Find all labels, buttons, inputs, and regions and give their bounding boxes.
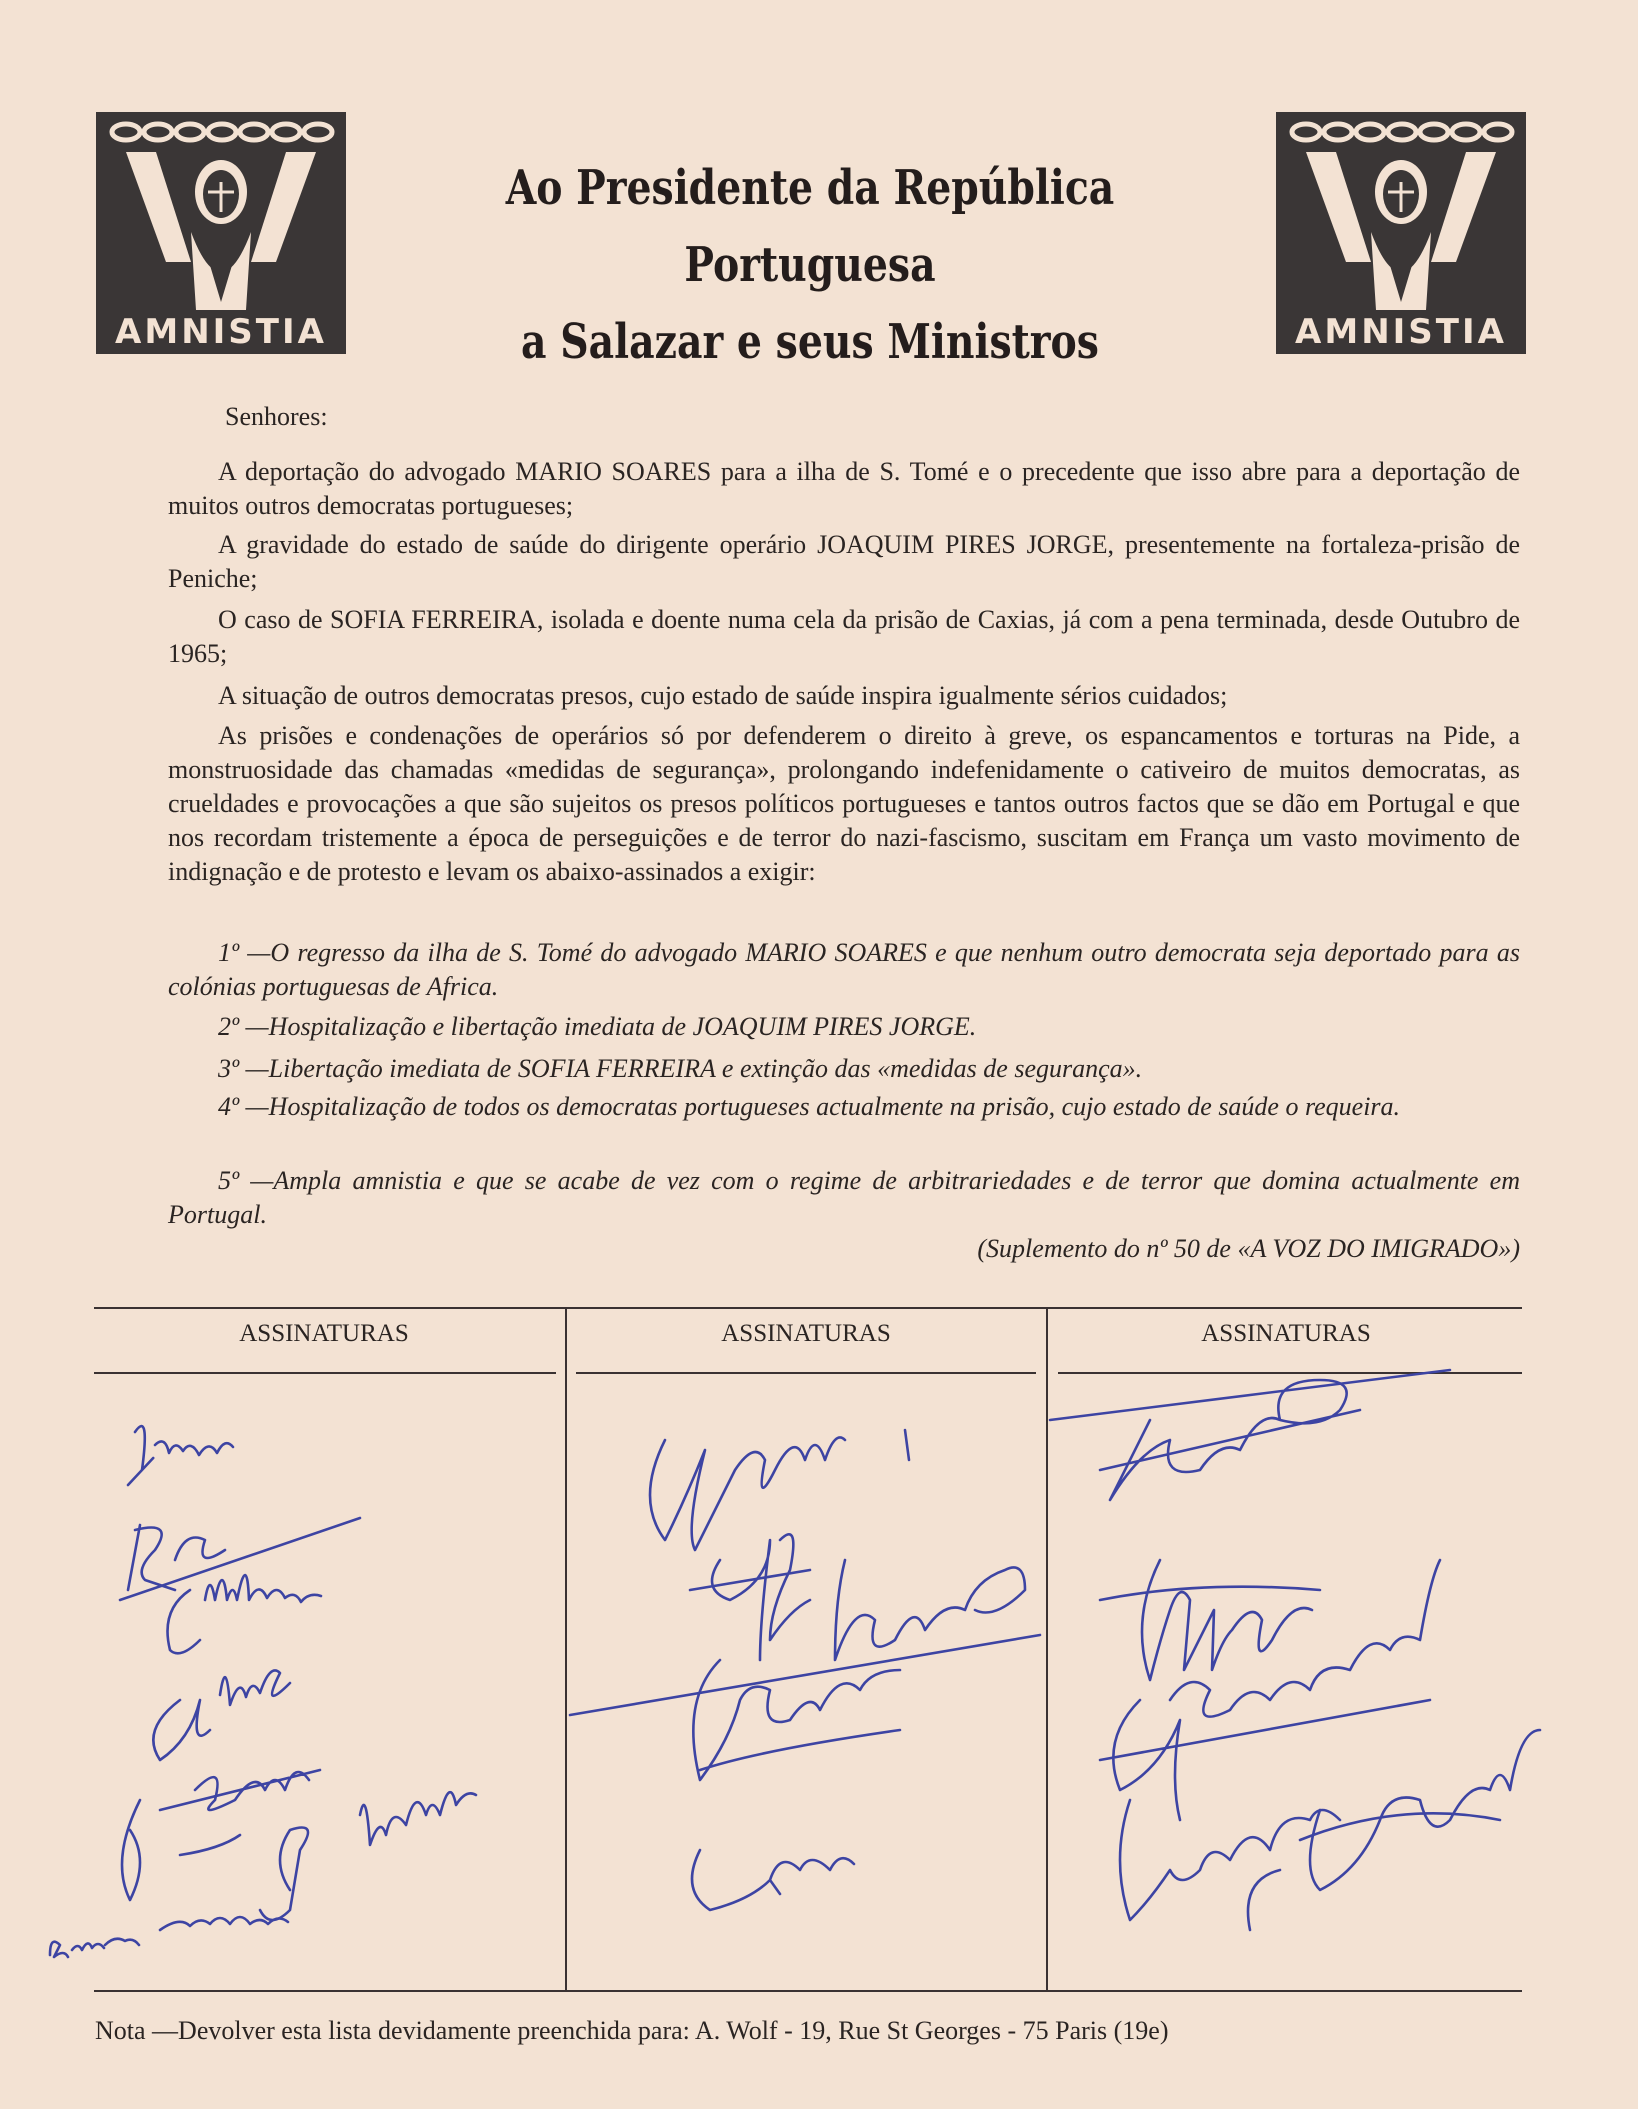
page-title (449, 150, 1171, 380)
column-header-rule (576, 1372, 1036, 1374)
signature-17 (1300, 1730, 1540, 1890)
logo-wordmark: AMNISTIA (115, 312, 327, 352)
signature-10 (835, 1560, 1025, 1660)
signature-12 (692, 1850, 854, 1910)
amnistia-logo-right (1276, 112, 1526, 354)
table-bottom-rule (94, 1990, 1522, 1992)
signature-9 (690, 1534, 810, 1660)
signature-3 (168, 1575, 322, 1653)
signature-column-header: ASSINATURAS (721, 1320, 891, 1347)
paragraph-pires-jorge: A gravidade do estado de saúde do dirigente operário JOAQUIM PIRES JORGE, presentemente na fortaleza-prisão de Peniche; (168, 530, 1520, 593)
demand-1: 1º —O regresso da ilha de S. Tomé do advogado MARIO SOARES e que nenhum outro democrata seja deportado para as colónias portuguesas de Africa. (168, 938, 1520, 1001)
signature-6 (260, 1792, 476, 1920)
column-divider (565, 1309, 567, 1990)
column-divider (1046, 1309, 1048, 1990)
demand-5: 5º —Ampla amnistia e que se acabe de vez com o regime de arbitrariedades e de terror que domina actualmente em Portugal. (168, 1166, 1520, 1229)
logo-wordmark: AMNISTIA (1295, 312, 1507, 352)
supplement-reference: (Suplemento do nº 50 de «A VOZ DO IMIGRADO») (977, 1234, 1520, 1263)
signature-column-header: ASSINATURAS (1201, 1320, 1371, 1347)
amnistia-logo-left (96, 112, 346, 354)
column-header-rule (94, 1372, 556, 1374)
signature-11 (570, 1635, 1040, 1780)
signature-13 (1050, 1370, 1450, 1500)
signature-14 (1100, 1560, 1320, 1680)
signature-16 (1120, 1800, 1340, 1930)
table-top-rule (94, 1307, 1522, 1309)
paragraph-deportation: A deportação do advogado MARIO SOARES para a ilha de S. Tomé e o precedente que isso abre para a deportação de muitos outros democratas portugueses; (168, 457, 1520, 520)
signature-8 (650, 1430, 909, 1550)
demand-4: 4º —Hospitalização de todos os democratas portugueses actualmente na prisão, cujo estado de saúde o requeira. (218, 1092, 1401, 1121)
signature-column-header: ASSINATURAS (239, 1320, 409, 1347)
signature-15 (1100, 1560, 1440, 1820)
title-line-1: Ao Presidente da República Portuguesa (505, 160, 1115, 293)
column-header-rule (1058, 1372, 1522, 1374)
demand-3: 3º —Libertação imediata de SOFIA FERREIRA e extinção das «medidas de segurança». (218, 1054, 1143, 1083)
title-line-2: a Salazar e seus Ministros (521, 313, 1099, 370)
paragraph-arrests: As prisões e condenações de operários só por defenderem o direito à greve, os espancamentos e torturas na Pide, a monstruosidade das chamadas «medidas de segurança», prolongando indefenidamente o cativeiro de muitos democratas, as crueldades e provocações a que são sujeitos os presos políticos portugueses e tantos outros factos que se dão em Portugal e que nos recordam tristemente a época de perseguições e de terror do nazi-fascismo, suscitam em França um vasto movimento de indignação e de protesto e levam os abaixo-assinados a exigir: (168, 721, 1520, 886)
return-note: Nota —Devolver esta lista devidamente preenchida para: A. Wolf - 19, Rue St Georges - 75 Paris (19e) (95, 2016, 1169, 2045)
signature-2 (120, 1518, 360, 1600)
salutation: Senhores: (225, 402, 328, 431)
demand-2: 2º —Hospitalização e libertação imediata de JOAQUIM PIRES JORGE. (218, 1012, 977, 1041)
paragraph-sofia-ferreira: O caso de SOFIA FERREIRA, isolada e doente numa cela da prisão de Caxias, já com a pena terminada, desde Outubro de 1965; (168, 605, 1520, 668)
paragraph-other-prisoners: A situação de outros democratas presos, cujo estado de saúde inspira igualmente sérios cuidados; (218, 681, 1228, 710)
signature-4 (153, 1671, 290, 1761)
signature-5 (122, 1770, 320, 1900)
signature-1 (128, 1426, 233, 1485)
signature-7 (50, 1917, 288, 1957)
